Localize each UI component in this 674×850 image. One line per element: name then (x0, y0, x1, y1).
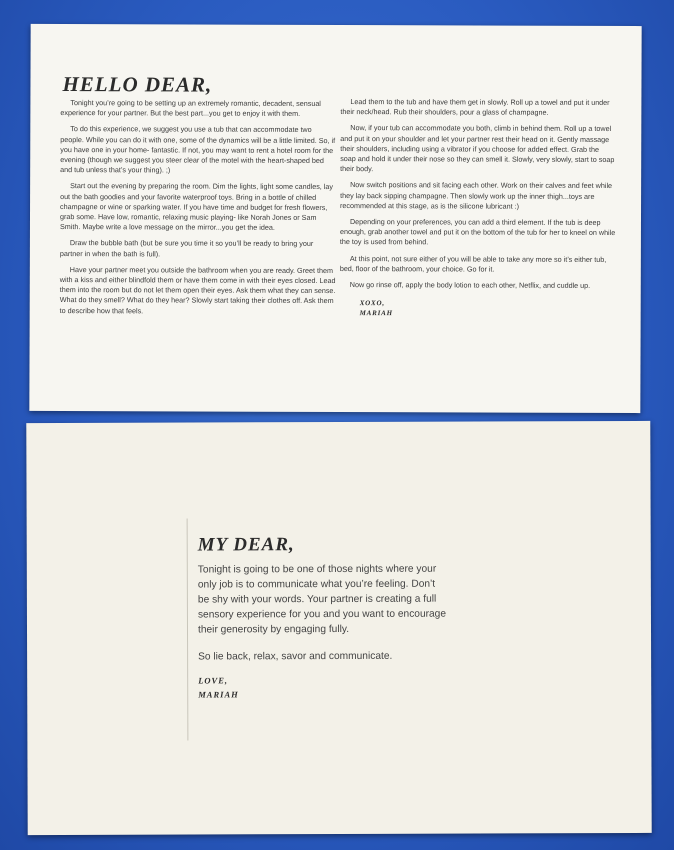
paragraph: Draw the bubble bath (but be sure you time it so you’ll be ready to bring your partner in when the bath is full). (59, 238, 314, 259)
paragraph: Tonight you’re going to be setting up an extremely romantic, decadent, sensual experience for your partner. But the best part...you get to enjoy it with them. (60, 98, 321, 119)
signoff: LOVE, (198, 675, 228, 686)
message-body (198, 562, 448, 677)
paragraph: So lie back, relax, savor and communicate. (198, 650, 393, 663)
paragraph: Now switch positions and sit facing each other. Work on their calves and feet while they lay back sipping champagne. Then slowly work up the inner thigh...toys are recommended at this stage, as is the silicone lubricant :) (340, 180, 613, 211)
paragraph: Have your partner meet you outside the bathroom when you are ready. Greet them with a kiss and either blindfold them or have them come in with their eyes closed. Lead them into the room but do not let them open their eyes. Ask them what they can sense. What do they smell? What do they hear? Slowly start taking their clothes off. Ask them to describe how that feels. (59, 264, 336, 315)
signature-block (340, 298, 616, 319)
signature-block (198, 673, 239, 701)
paragraph: Now go rinse off, apply the body lotion to each other, Netflix, and cuddle up. (349, 280, 591, 290)
my-dear-card (26, 421, 651, 835)
signature: MARIAH (359, 309, 393, 318)
left-column (60, 98, 337, 323)
hello-dear-card (29, 24, 641, 413)
signature: MARIAH (198, 689, 239, 700)
signoff: XOXO, (359, 299, 385, 308)
paragraph: To do this experience, we suggest you use a tub that can accommodate two people. While you can do it with one, some of the dynamics will be a little limited. So, if you have one in your home- fantastic. If not, you may want to rent a hotel room for the evening (though we suggest you steer clear of the motel with the heart-shaped bed and tub unless that’s your thing). ;) (60, 124, 336, 175)
paragraph: At this point, not sure either of you will be able to take any more so it’s either tub, bed, floor of the bathroom, your choice. Go for it. (339, 253, 607, 274)
paragraph: Start out the evening by preparing the room. Dim the lights, light some candles, lay out the bath goodies and your favorite waterproof toys. Bring in a bottle of chilled champagne or wine or sparking water. If you have time and budget for fresh flowers, grab some. Have low, romantic, relaxing music playing- like Norah Jones or Sam Smith. Maybe write a love message on the mirror...you get the idea. (59, 181, 334, 233)
paragraph: Depending on your preferences, you can add a third element. If the tub is deep enough, grab another towel and put it on the bottom of the tub for her to kneel on while the toy is used from behind. (339, 217, 616, 247)
card-title: MY DEAR, (197, 534, 295, 556)
paragraph: Now, if your tub can accommodate you both, climb in behind them. Roll up a towel and put it on your shoulder and let your partner rest their head on it. Gently massage their shoulders, including using a vibrator if you choose for added effect. Grab the soap and hold it under their nose so they can smell it. Slowly, very slowly, start to soap their body. (340, 123, 615, 174)
paragraph: Lead them to the tub and have them get in slowly. Roll up a towel and put it under their neck/head. Rub their shoulders, pour a glass of champagne. (340, 97, 610, 117)
right-column (340, 97, 617, 319)
vertical-divider (187, 519, 189, 741)
card-title: HELLO DEAR, (62, 72, 213, 97)
paragraph: Tonight is going to be one of those nights where your only job is to communicate what you’re feeling. Don’t be shy with your words. Your partner is creating a full sensory experience for you and you want to encourage their generosity by engaging fully. (197, 563, 447, 636)
